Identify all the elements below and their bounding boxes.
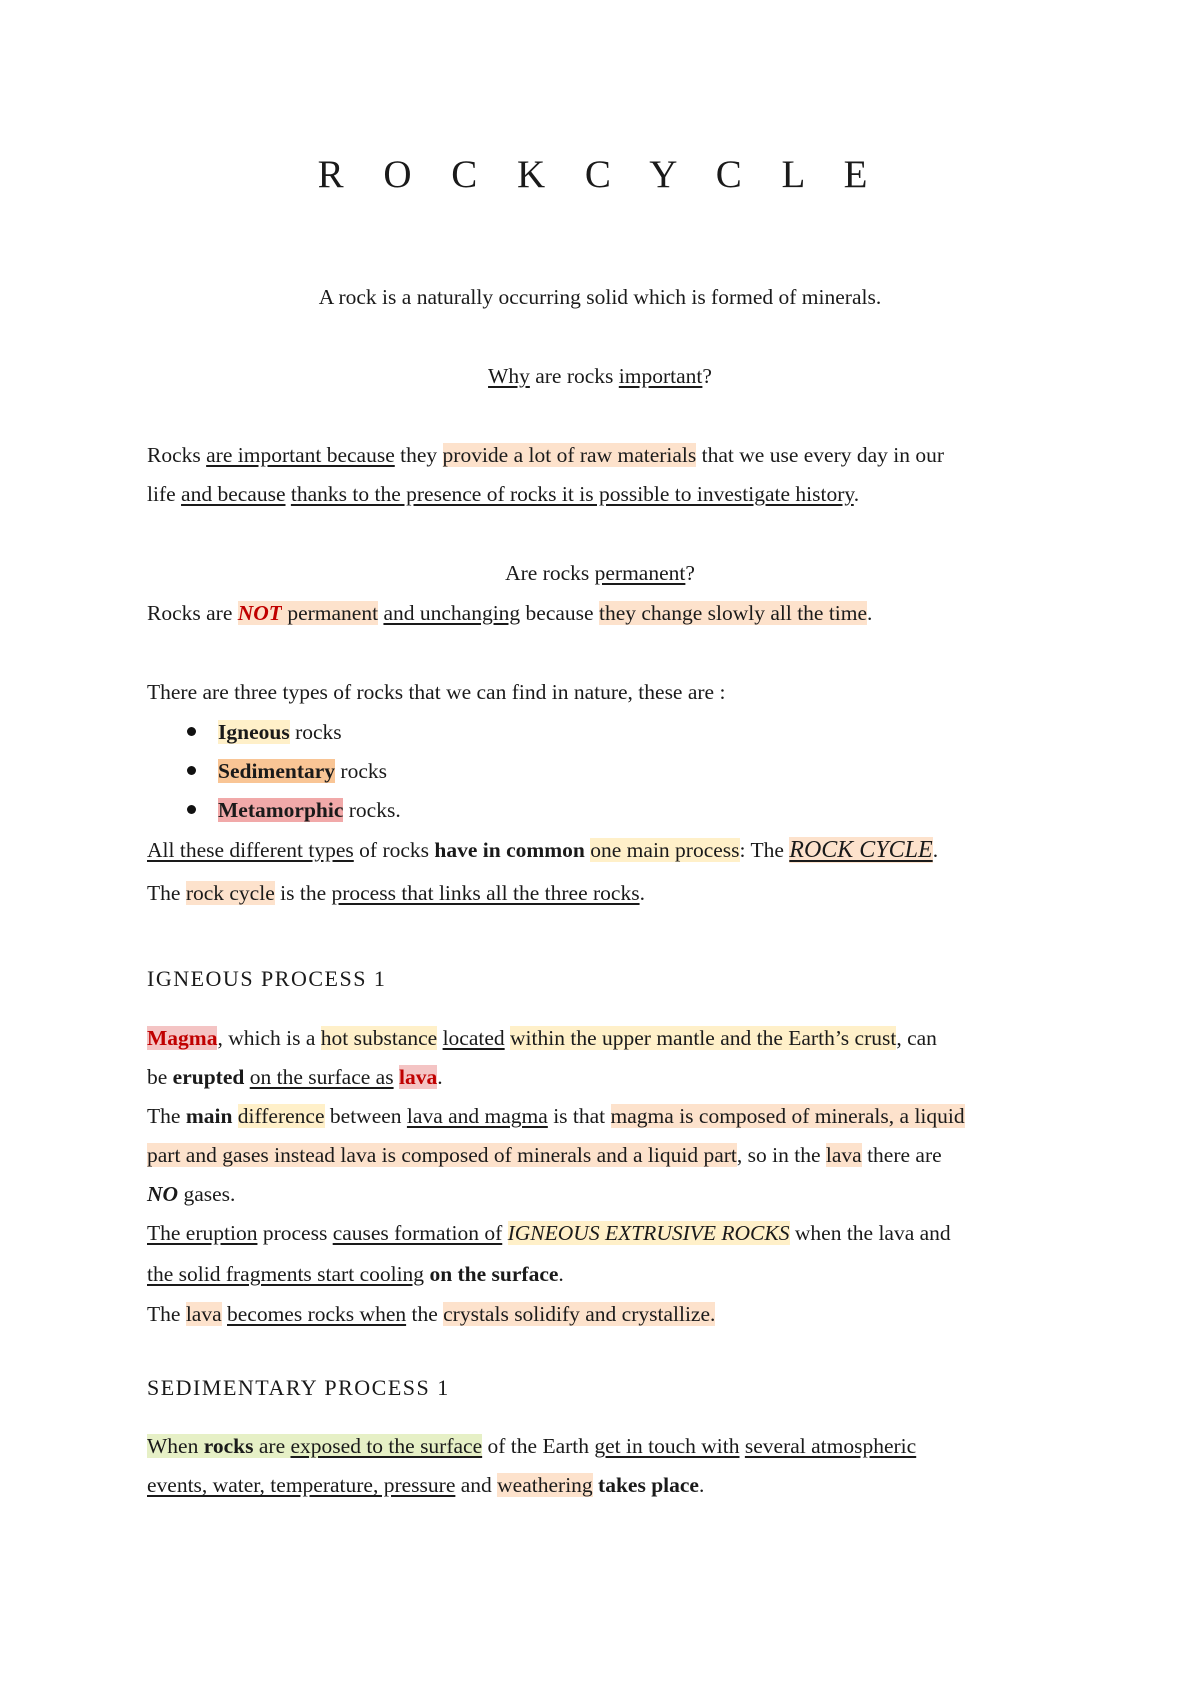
- document-title: R O C K C Y C L E: [317, 153, 883, 196]
- text: lava and magma: [406, 1104, 548, 1128]
- text: [232, 1104, 237, 1128]
- text: on the surface: [429, 1262, 559, 1286]
- text: and: [455, 1473, 498, 1497]
- highlight: ROCK CYCLE: [789, 837, 933, 863]
- text: Rocks are: [147, 601, 238, 625]
- text: causes formation of: [332, 1221, 503, 1245]
- highlight: provide a lot of raw materials: [442, 443, 697, 467]
- text: .: [639, 881, 645, 905]
- highlight: crystals solidify and crystallize.: [443, 1302, 716, 1326]
- paragraph-line: [147, 1178, 235, 1210]
- intro-definition: A rock is a naturally occurring solid which is formed of minerals.: [318, 285, 882, 309]
- text: .: [932, 838, 939, 862]
- bullet-icon: [187, 805, 196, 814]
- q1-text: ?: [702, 364, 712, 388]
- text: of the Earth: [482, 1434, 595, 1458]
- paragraph-line: [147, 1100, 965, 1132]
- text: when the lava and: [789, 1221, 951, 1245]
- text: takes place: [598, 1473, 699, 1497]
- q1-text: are rocks: [529, 364, 619, 388]
- list-item: [218, 794, 401, 826]
- question-why-important: [0, 360, 1200, 392]
- section-heading-sedimentary: SEDIMENTARY PROCESS 1: [147, 1375, 450, 1400]
- text: that we use every day in our: [696, 443, 945, 467]
- paragraph-line: [147, 1258, 564, 1290]
- text: ?: [685, 561, 695, 585]
- text: on the surface as: [249, 1065, 394, 1089]
- paragraph-line: [147, 877, 645, 909]
- highlight: Sedimentary: [218, 759, 336, 783]
- text: NO: [147, 1182, 179, 1206]
- highlight: weathering: [497, 1473, 593, 1497]
- text: .: [558, 1262, 564, 1286]
- highlight: When: [147, 1434, 204, 1458]
- text: The: [147, 881, 186, 905]
- q1-word: important: [618, 364, 703, 388]
- highlight: permanent: [281, 601, 379, 625]
- text: process that links all the three rocks: [331, 881, 640, 905]
- paragraph-line: [147, 1139, 942, 1171]
- highlight: lava: [825, 1143, 862, 1167]
- text: .: [853, 482, 860, 506]
- text: rocks: [335, 759, 387, 783]
- text: several atmospheric: [744, 1434, 917, 1458]
- text: and unchanging: [383, 601, 521, 625]
- text: located: [442, 1026, 505, 1050]
- text: Are rocks: [505, 561, 595, 585]
- highlight: within the upper mantle and the Earth’s crust: [510, 1026, 897, 1050]
- highlight: difference: [237, 1104, 325, 1128]
- paragraph-line: [147, 1469, 704, 1501]
- highlight: lava: [398, 1065, 438, 1089]
- paragraph-line: [147, 597, 872, 629]
- text: is the: [274, 881, 332, 905]
- text: , can: [896, 1026, 937, 1050]
- text: have in common: [434, 838, 585, 862]
- text: Rocks: [147, 443, 207, 467]
- text: there are: [861, 1143, 942, 1167]
- section-heading-igneous: IGNEOUS PROCESS 1: [147, 966, 387, 991]
- highlight: rocks: [203, 1434, 254, 1458]
- paragraph-line: [147, 1430, 916, 1462]
- text: life: [147, 482, 182, 506]
- text: .: [437, 1065, 443, 1089]
- text: , which is a: [217, 1026, 321, 1050]
- q1-word: Why: [488, 364, 530, 388]
- highlight: part and gases instead lava is composed of minerals and a liquid part: [147, 1143, 737, 1167]
- text: The: [147, 1104, 186, 1128]
- text: permanent: [594, 561, 686, 585]
- text: erupted: [172, 1065, 245, 1089]
- list-item: [218, 755, 387, 787]
- highlight: rock cycle: [185, 881, 275, 905]
- text: : The: [739, 838, 790, 862]
- highlight: Magma: [147, 1026, 218, 1050]
- text: the: [406, 1302, 444, 1326]
- text: The eruption: [147, 1221, 258, 1245]
- text: and because: [181, 482, 286, 506]
- text: .: [698, 1473, 705, 1497]
- paragraph-line: [147, 439, 944, 471]
- text: process: [257, 1221, 333, 1245]
- text: are important because: [206, 443, 395, 467]
- text: .: [867, 601, 873, 625]
- text: , so in the: [736, 1143, 826, 1167]
- list-item: [218, 716, 342, 748]
- paragraph-line: [147, 834, 938, 866]
- paragraph-line: [147, 478, 859, 510]
- text: All these different types: [147, 838, 354, 862]
- text: rocks.: [343, 798, 401, 822]
- highlight: hot substance: [320, 1026, 438, 1050]
- highlight: Metamorphic: [218, 798, 344, 822]
- text: gases.: [178, 1182, 236, 1206]
- highlight: magma is composed of minerals, a liquid: [610, 1104, 965, 1128]
- text: because: [520, 601, 599, 625]
- text: becomes rocks when: [227, 1302, 407, 1326]
- question-permanent: [0, 557, 1200, 589]
- text: The: [147, 1302, 186, 1326]
- text: is that: [547, 1104, 611, 1128]
- text: get in touch with: [594, 1434, 740, 1458]
- paragraph-line: [147, 1217, 951, 1249]
- text: [502, 1221, 507, 1245]
- highlight: one main process: [590, 838, 740, 862]
- highlight: they change slowly all the time: [598, 601, 868, 625]
- highlight: exposed to the surface: [290, 1434, 483, 1458]
- text: the solid fragments start cooling: [147, 1262, 425, 1286]
- bullet-icon: [187, 766, 196, 775]
- text: between: [324, 1104, 407, 1128]
- text: they: [394, 443, 443, 467]
- highlight: NOT: [237, 601, 282, 625]
- highlight: Igneous: [218, 720, 290, 744]
- text: rocks: [289, 720, 342, 744]
- text: be: [147, 1065, 173, 1089]
- paragraph-line: [147, 1061, 443, 1093]
- paragraph-line: [147, 1298, 715, 1330]
- paragraph-line: There are three types of rocks that we can find in nature, these are :: [147, 680, 726, 704]
- highlight: are: [253, 1434, 291, 1458]
- highlight: IGNEOUS EXTRUSIVE ROCKS: [507, 1221, 790, 1245]
- highlight: lava: [185, 1302, 222, 1326]
- paragraph-line: [147, 1022, 937, 1054]
- text: thanks to the presence of rocks it is possible to investigate history: [290, 482, 854, 506]
- bullet-icon: [187, 727, 196, 736]
- text: events, water, temperature, pressure: [147, 1473, 456, 1497]
- text: main: [185, 1104, 233, 1128]
- text: of rocks: [353, 838, 435, 862]
